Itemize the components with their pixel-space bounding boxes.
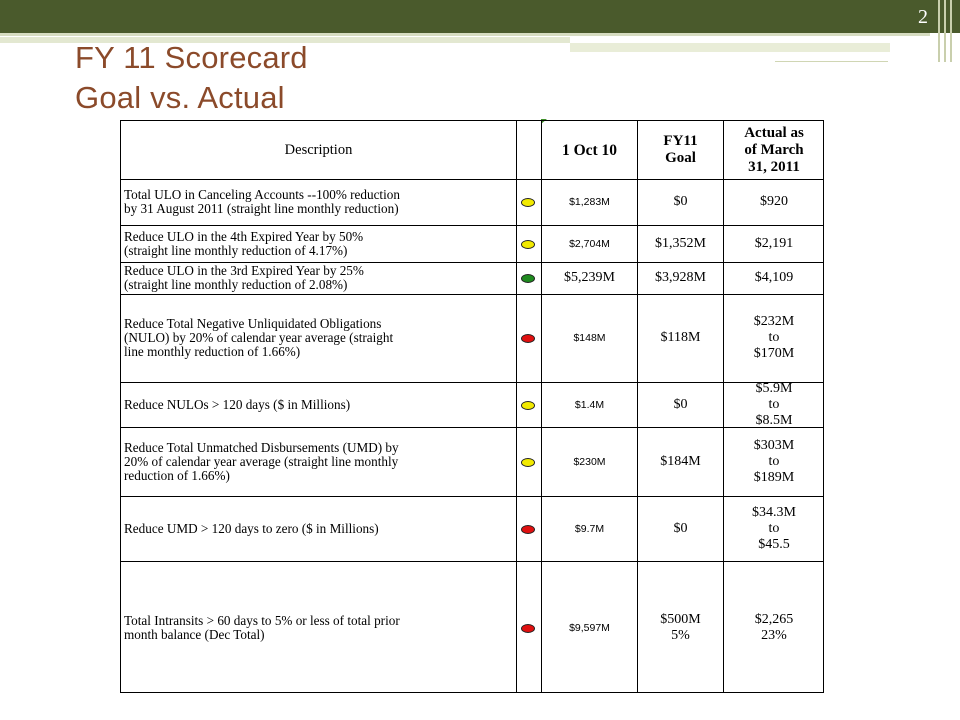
row-description: Reduce ULO in the 3rd Expired Year by 25% (straight line monthly reduction of 2.08%): [124, 263, 364, 292]
table-row: [121, 561, 823, 694]
row-goal: $0: [673, 194, 688, 209]
row-actual: $34.3M to $45.5: [752, 504, 796, 552]
row-baseline: $5,239M: [564, 270, 615, 285]
row-description: Reduce ULO in the 4th Expired Year by 50% (straight line monthly reduction of 4.17%): [124, 228, 364, 258]
row-description: Reduce NULOs > 120 days ($ in Millions): [124, 396, 351, 412]
table-row: [121, 225, 823, 262]
top-accent-vline: [944, 0, 946, 62]
row-goal: $1,352M: [655, 235, 706, 251]
row-baseline: $9.7M: [574, 522, 605, 535]
top-accent-vline: [938, 0, 940, 62]
header-actual: Actual as of March 31, 2011: [744, 124, 804, 175]
table-row: [121, 496, 823, 561]
header-description: Description: [284, 141, 353, 158]
scorecard-table: [120, 120, 824, 693]
row-goal: $118M: [660, 330, 701, 345]
row-actual: $920: [760, 194, 788, 209]
header-baseline: 1 Oct 10: [561, 141, 618, 159]
row-baseline: $1.4M: [574, 398, 605, 411]
row-actual: $303M to $189M: [753, 437, 795, 485]
status-indicator-yellow: [521, 240, 535, 249]
status-indicator-green: [521, 274, 535, 283]
row-baseline: $1,283M: [569, 196, 610, 208]
row-baseline: $9,597M: [569, 621, 610, 634]
title-line-2: Goal vs. Actual: [75, 80, 285, 115]
table-row: [121, 427, 823, 496]
top-accent-vline: [950, 0, 952, 62]
table-row: [121, 294, 823, 382]
top-bar: [0, 0, 960, 33]
title-line-1: FY 11 Scorecard: [75, 40, 308, 75]
row-goal: $184M: [660, 453, 701, 469]
row-actual: $2,191: [754, 235, 794, 251]
row-goal: $0: [673, 396, 688, 412]
row-baseline: $230M: [573, 455, 606, 468]
row-goal: $500M 5%: [660, 611, 701, 643]
status-indicator-red: [521, 525, 535, 534]
header-goal: FY11 Goal: [663, 133, 698, 166]
row-description: Total ULO in Canceling Accounts --100% reduction by 31 August 2011 (straight line monthly reduction): [124, 187, 400, 216]
row-actual: $4,109: [754, 270, 794, 285]
row-goal: $3,928M: [655, 270, 706, 285]
row-actual: $2,265 23%: [754, 611, 794, 643]
row-actual: $5.9M to $8.5M: [755, 380, 793, 428]
row-description: Reduce Total Unmatched Disbursements (UMD) by 20% of calendar year average (straight line monthly reduction of 1.66%): [124, 439, 399, 483]
top-accent-line: [570, 43, 890, 52]
status-indicator-yellow: [521, 401, 535, 410]
row-goal: $0: [673, 520, 688, 536]
status-indicator-yellow: [521, 458, 535, 467]
status-indicator-red: [521, 334, 535, 343]
slide-title: [75, 38, 308, 118]
status-indicator-yellow: [521, 198, 535, 207]
table-row: [121, 262, 823, 294]
row-baseline: $148M: [573, 332, 606, 344]
row-description: Reduce UMD > 120 days to zero ($ in Millions): [124, 520, 379, 536]
top-accent-line: [0, 33, 930, 36]
table-row: [121, 382, 823, 427]
row-description: Reduce Total Negative Unliquidated Obligations (NULO) by 20% of calendar year average (straight line monthly reduction of 1.66%): [124, 316, 394, 359]
status-indicator-red: [521, 624, 535, 633]
table-row: [121, 179, 823, 225]
page-number: 2: [918, 6, 928, 28]
row-actual: $232M to $170M: [753, 314, 795, 361]
top-accent-line: [775, 61, 888, 62]
row-baseline: $2,704M: [569, 237, 610, 250]
row-description: Total Intransits > 60 days to 5% or less of total prior month balance (Dec Total): [124, 612, 400, 642]
